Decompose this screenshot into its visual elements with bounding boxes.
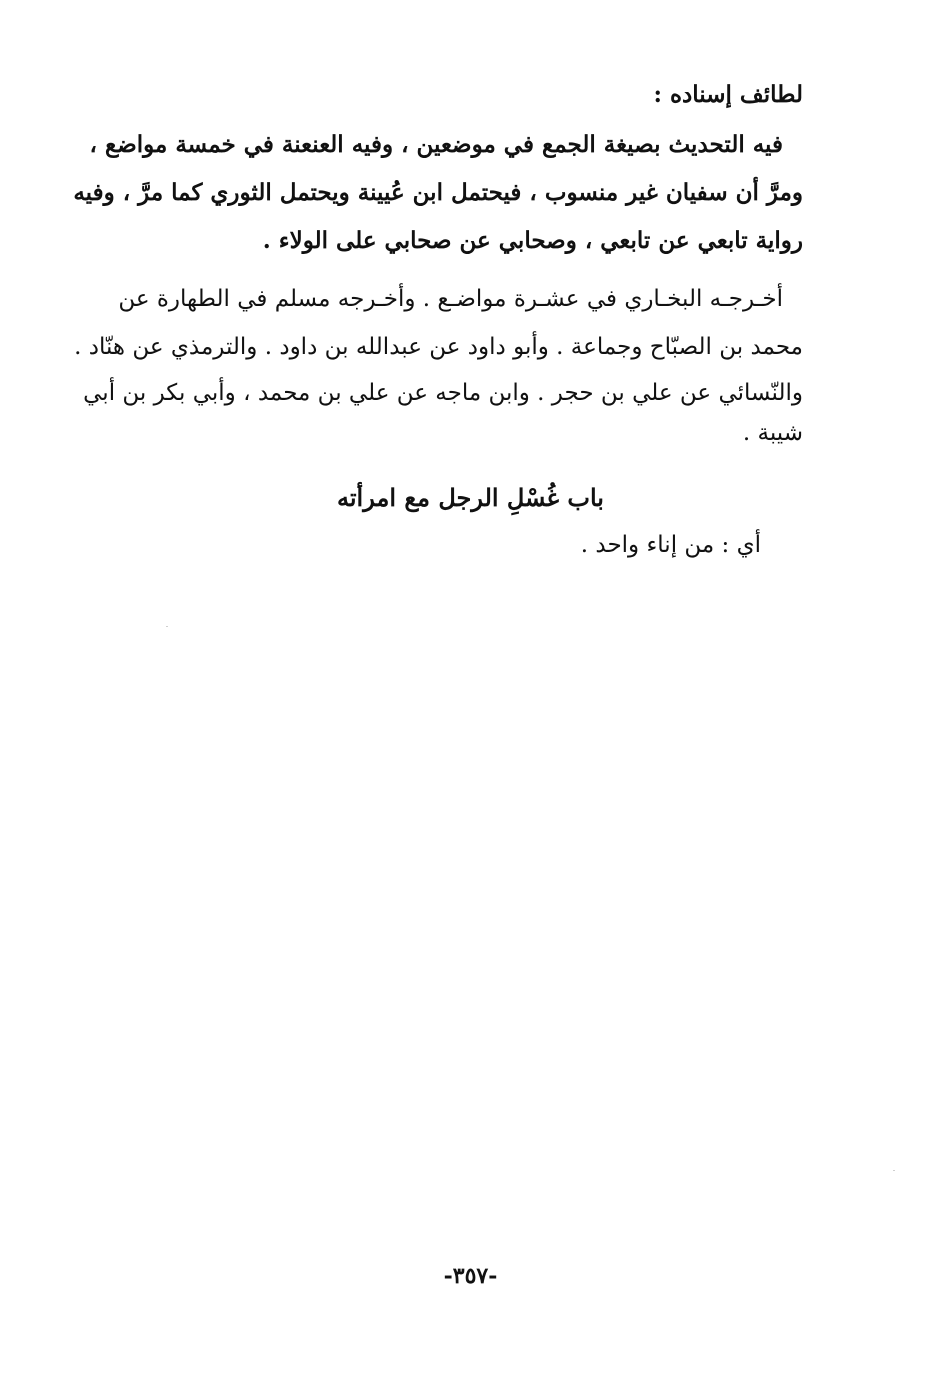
chapter-note: أي : من إناء واحد .	[580, 532, 761, 558]
scan-speck	[166, 626, 168, 627]
paragraph-line: محمد بن الصبّاح وجماعة . وأبو داود عن عبدالله بن داود . والترمذي عن هنّاد .	[74, 334, 803, 360]
paragraph-line: والنّسائي عن علي بن حجر . وابن ماجه عن علي بن محمد ، وأبي بكر بن أبي	[83, 380, 803, 406]
paragraph-line: ومرَّ أن سفيان غير منسوب ، فيحتمل ابن عُيينة ويحتمل الثوري كما مرَّ ، وفيه	[73, 179, 803, 206]
chapter-title: باب غُسْلِ الرجل مع امرأته	[337, 483, 604, 512]
section-heading: لطائف إسناده :	[653, 81, 803, 108]
paragraph-line: شيبة .	[742, 420, 803, 446]
paragraph-line: أخـرجـه البخـاري في عشـرة مواضـع . وأخـرجه مسلم في الطهارة عن	[118, 286, 783, 312]
scan-speck	[893, 1170, 895, 1171]
page-number: -٣٥٧-	[443, 1263, 498, 1289]
paragraph-line: فيه التحديث بصيغة الجمع في موضعين ، وفيه العنعنة في خمسة مواضع ،	[89, 131, 783, 158]
paragraph-line: رواية تابعي عن تابعي ، وصحابي عن صحابي على الولاء .	[262, 227, 803, 254]
